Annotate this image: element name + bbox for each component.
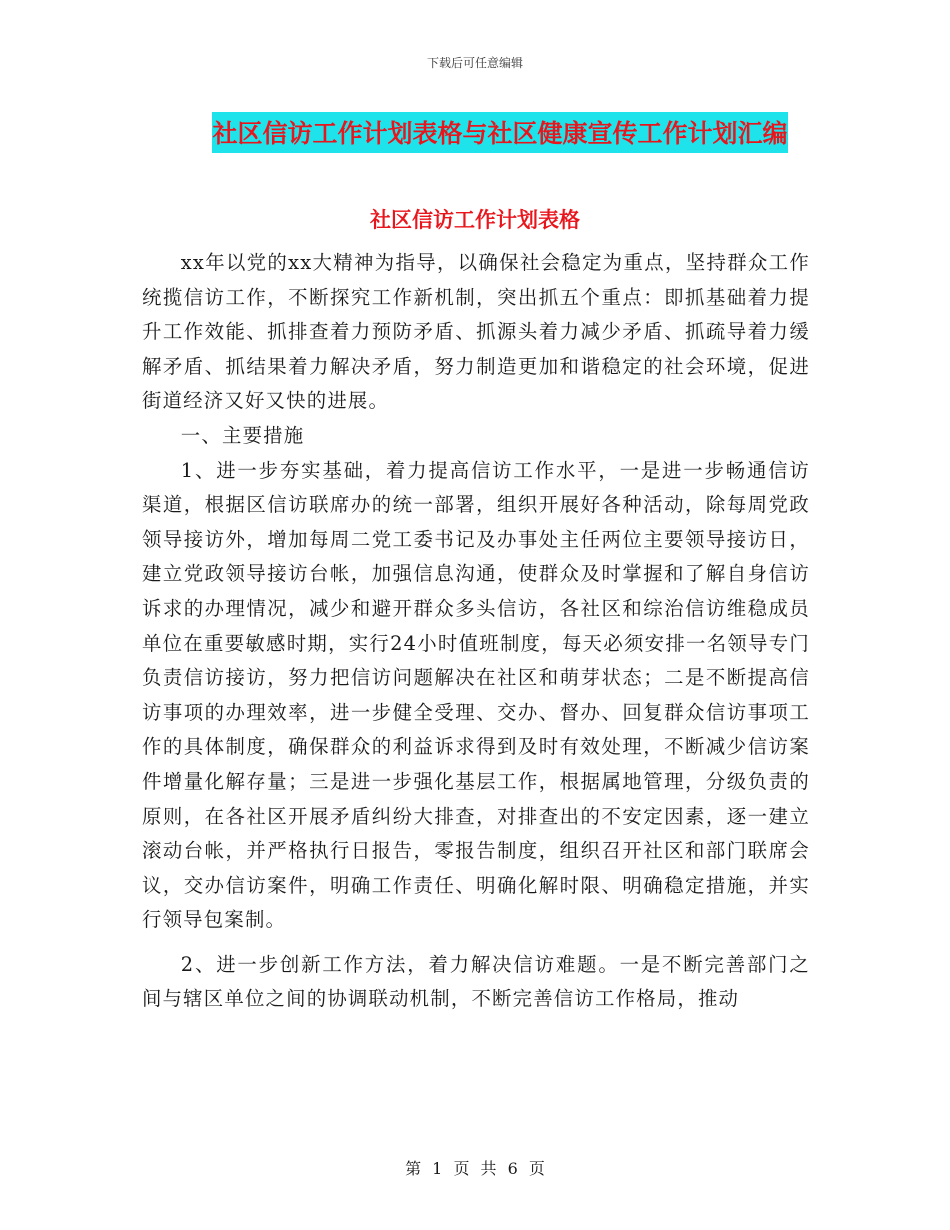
document-title <box>0 112 950 153</box>
section-title: 社区信访工作计划表格 <box>370 208 580 232</box>
document-body <box>142 246 810 1017</box>
paragraph-item-2: 2、进一步创新工作方法，着力解决信访难题。一是不断完善部门之间与辖区单位之间的协调联动机制，不断完善信访工作格局，推动 <box>142 952 810 1011</box>
paragraph-heading-measures: 一、主要措施 <box>180 423 305 447</box>
page-number-footer: 第 1 页 共 6 页 <box>405 1159 545 1178</box>
paragraph-intro: xx年以党的xx大精神为指导，以确保社会稳定为重点，坚持群众工作统揽信访工作，不断探究工作新机制，突出抓五个重点：即抓基础着力提升工作效能、抓排查着力预防矛盾、抓源头着力减少矛盾、抓疏导着力缓解矛盾、抓结果着力解决矛盾，努力制造更加和谐稳定的社会环境，促进街道经济又好又快的进展。 <box>142 251 810 413</box>
page-header-note: 下载后可任意编辑 <box>426 56 523 70</box>
document-title-text: 社区信访工作计划表格与社区健康宣传工作计划汇编 <box>212 112 787 153</box>
paragraph-item-1: 1、进一步夯实基础，着力提高信访工作水平，一是进一步畅通信访渠道，根据区信访联席办的统一部署，组织开展好各种活动，除每周党政领导接访外，增加每周二党工委书记及办事处主任两位主要领导接访日，建立党政领导接访台帐，加强信息沟通，使群众及时掌握和了解自身信访诉求的办理情况，减少和避开群众多头信访，各社区和综治信访维稳成员单位在重要敏感时期，实行24小时值班制度，每天必须安排一名领导专门负责信访接访，努力把信访问题解决在社区和萌芽状态；二是不断提高信访事项的办理效率，进一步健全受理、交办、督办、回复群众信访事项工作的具体制度，确保群众的利益诉求得到及时有效处理，不断减少信访案件增量化解存量；三是进一步强化基层工作，根据属地管理，分级负责的原则，在各社区开展矛盾纠纷大排查，对排查出的不安定因素，逐一建立滚动台帐，并严格执行日报告，零报告制度，组织召开社区和部门联席会议，交办信访案件，明确工作责任、明确化解时限、明确稳定措施，并实行领导包案制。 <box>142 458 810 932</box>
